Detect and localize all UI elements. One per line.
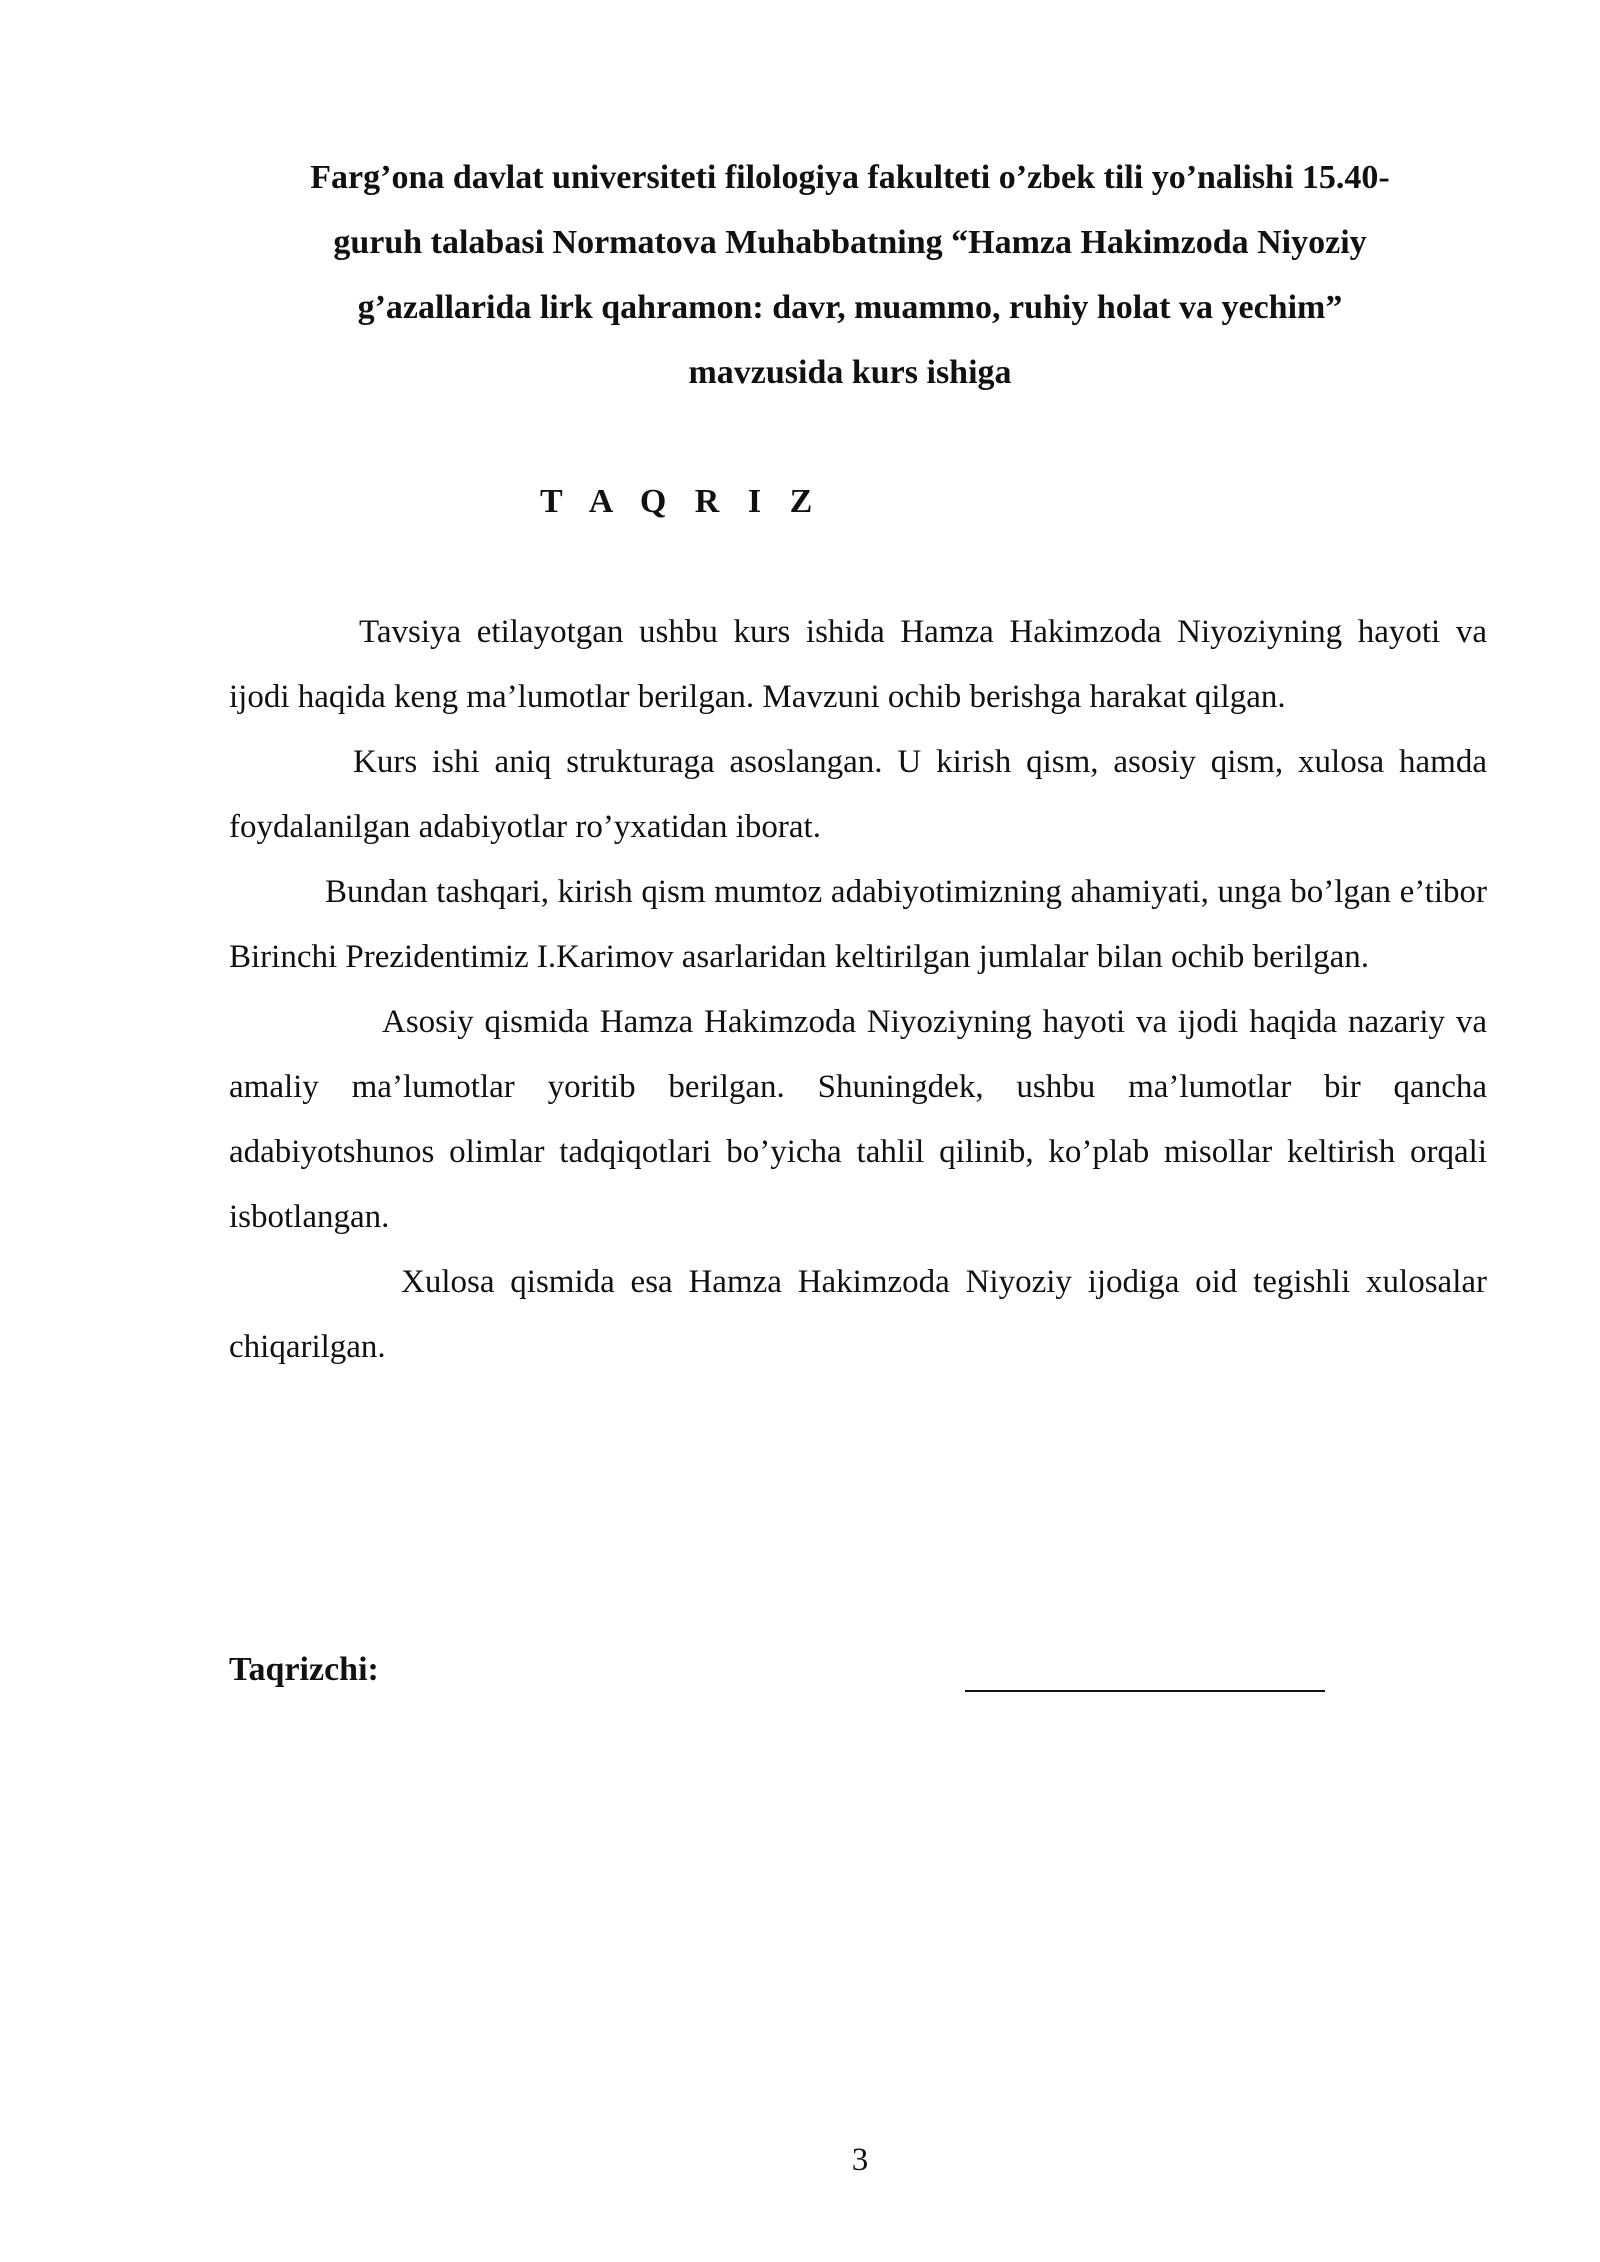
paragraph-4: Asosiy qismida Hamza Hakimzoda Niyoziyning hayoti va ijodi haqida nazariy va amaliy ma’lumotlar yoritib berilgan. Shuningdek, ushbu ma’lumotlar bir qancha adabiyotshunos olimlar tadqiqotlari bo’yicha tahlil qilinib, ko’plab misollar keltirish orqali isbotlangan.	[229, 1004, 1487, 1235]
heading-line-4: mavzusida kurs ishiga	[688, 354, 1012, 391]
heading-line-3: g’azallarida lirk qahramon: davr, muammo, ruhiy holat va yechim”	[357, 289, 1343, 326]
reviewer-label: Taqrizchi:	[229, 1651, 379, 1688]
paragraph-3: Bundan tashqari, kirish qism mumtoz adabiyotimizning ahamiyati, unga bo’lgan e’tibor Birinchi Prezidentimiz I.Karimov asarlaridan keltirilgan jumlalar bilan ochib berilgan.	[229, 874, 1487, 975]
heading-line-1: Farg’ona davlat universiteti filologiya fakulteti o’zbek tili yo’nalishi 15.40-	[310, 159, 1390, 196]
document-title: T A Q R I Z	[540, 483, 823, 520]
page-number: 3	[851, 2142, 869, 2178]
heading-line-2: guruh talabasi Normatova Muhabbatning “Hamza Hakimzoda Niyoziy	[333, 224, 1367, 261]
document-heading	[200, 145, 1500, 405]
document-body	[229, 600, 1487, 1380]
paragraph-2: Kurs ishi aniq strukturaga asoslangan. U kirish qism, asosiy qism, xulosa hamda foydalanilgan adabiyotlar ro’yxatidan iborat.	[229, 744, 1487, 845]
paragraph-1: Tavsiya etilayotgan ushbu kurs ishida Hamza Hakimzoda Niyoziyning hayoti va ijodi haqida keng ma’lumotlar berilgan. Mavzuni ochib berishga harakat qilgan.	[229, 614, 1487, 715]
signature-line	[965, 1690, 1325, 1692]
paragraph-5: Xulosa qismida esa Hamza Hakimzoda Niyoziy ijodiga oid tegishli xulosalar chiqarilgan.	[229, 1264, 1487, 1365]
